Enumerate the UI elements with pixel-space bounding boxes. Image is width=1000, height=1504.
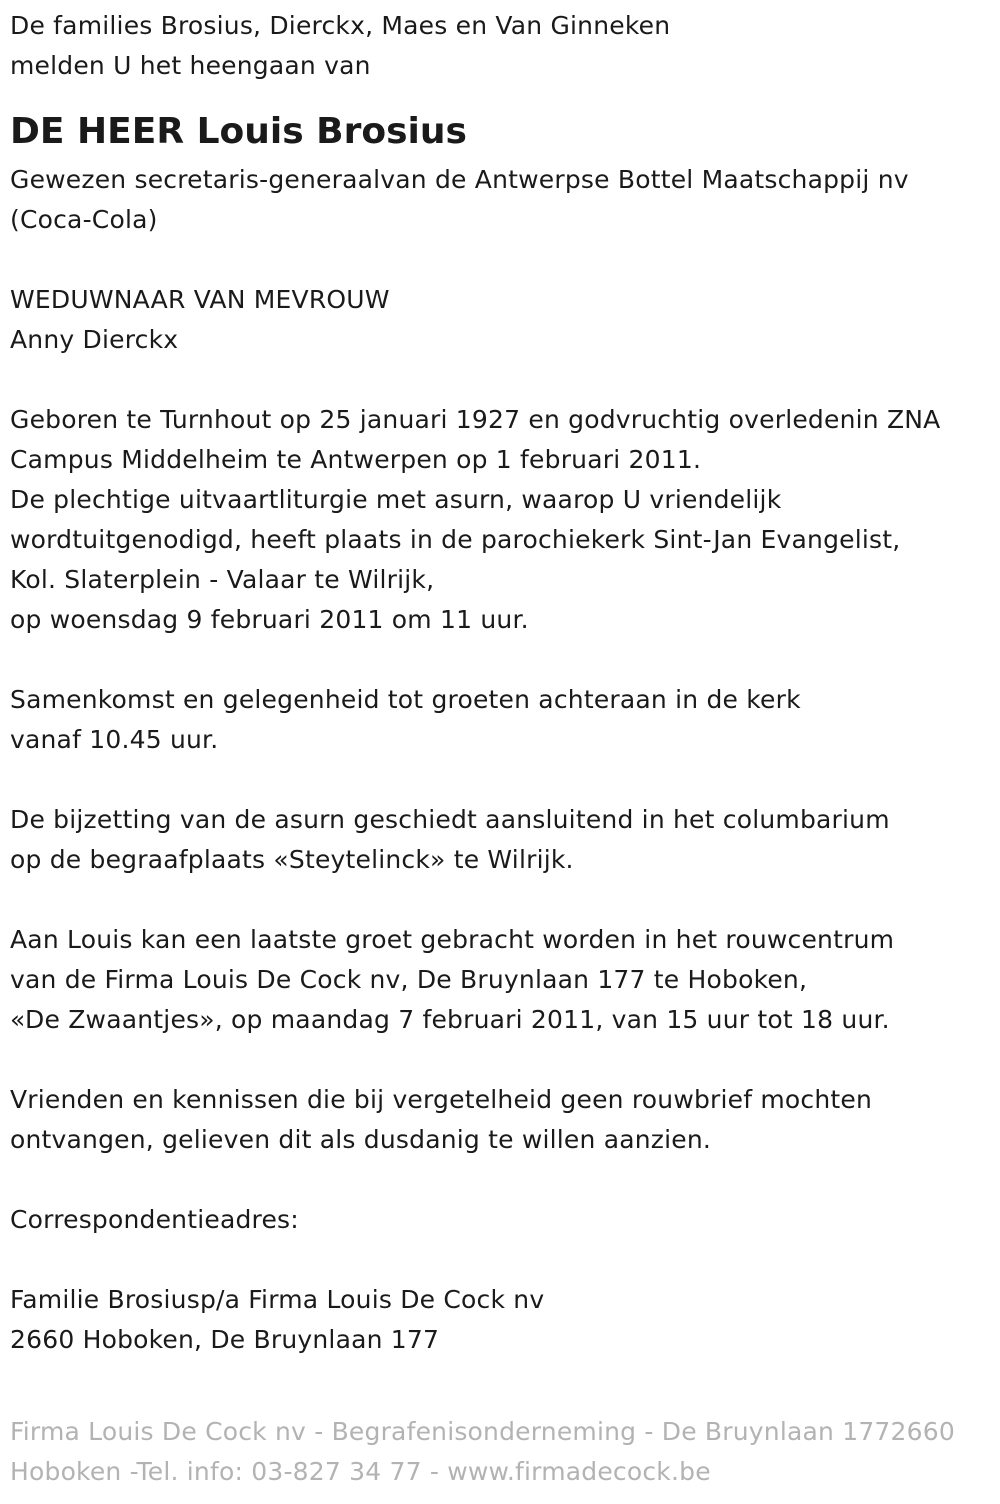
farewell-line: «De Zwaantjes», op maandag 7 februari 2011, van 15 uur tot 18 uur. <box>10 1005 890 1034</box>
deceased-section <box>10 106 990 240</box>
footer-line: Hoboken -Tel. info: 03-827 34 77 - www.firmadecock.be <box>10 1457 711 1486</box>
spouse-name: Anny Dierckx <box>10 325 179 354</box>
birth-death-section <box>10 400 990 480</box>
spacer <box>10 1240 990 1280</box>
spacer <box>10 240 990 280</box>
correspondence-address: Familie Brosiusp/a Firma Louis De Cock nv <box>10 1285 545 1314</box>
gathering-section <box>10 680 990 760</box>
correspondence-label: Correspondentieadres: <box>10 1205 299 1234</box>
spacer <box>10 1040 990 1080</box>
deceased-title: DE HEER Louis Brosius <box>10 111 467 152</box>
funeral-line: De plechtige uitvaartliturgie met asurn, waarop U vriendelijk <box>10 485 782 514</box>
interment-section <box>10 800 990 880</box>
spacer <box>10 1160 990 1200</box>
correspondence-address: 2660 Hoboken, De Bruynlaan 177 <box>10 1325 440 1354</box>
spouse-label: WEDUWNAAR VAN MEVROUW <box>10 285 390 314</box>
spacer <box>10 760 990 800</box>
funeral-line: Kol. Slaterplein - Valaar te Wilrijk, <box>10 565 435 594</box>
funeral-line: wordtuitgenodigd, heeft plaats in de parochiekerk Sint-Jan Evangelist, <box>10 525 901 554</box>
birth-death-line: Campus Middelheim te Antwerpen op 1 februari 2011. <box>10 445 702 474</box>
deceased-function: (Coca-Cola) <box>10 205 158 234</box>
gathering-line: Samenkomst en gelegenheid tot groeten achteraan in de kerk <box>10 685 801 714</box>
intro-line: De families Brosius, Dierckx, Maes en Van Ginneken <box>10 11 671 40</box>
gathering-line: vanaf 10.45 uur. <box>10 725 219 754</box>
notice-line: Vrienden en kennissen die bij vergetelheid geen rouwbrief mochten <box>10 1085 873 1114</box>
interment-line: op de begraafplaats «Steytelinck» te Wilrijk. <box>10 845 574 874</box>
funeral-home-footer <box>10 1412 955 1492</box>
notice-section <box>10 1080 990 1160</box>
farewell-section <box>10 920 990 1040</box>
farewell-line: van de Firma Louis De Cock nv, De Bruynlaan 177 te Hoboken, <box>10 965 808 994</box>
deceased-function: Gewezen secretaris-generaalvan de Antwerpse Bottel Maatschappij nv <box>10 165 909 194</box>
footer-line: Firma Louis De Cock nv - Begrafenisonderneming - De Bruynlaan 1772660 <box>10 1417 955 1446</box>
spouse-section <box>10 280 990 360</box>
correspondence-section <box>10 1200 990 1360</box>
farewell-line: Aan Louis kan een laatste groet gebracht worden in het rouwcentrum <box>10 925 895 954</box>
intro-section <box>10 6 990 86</box>
funeral-line: op woensdag 9 februari 2011 om 11 uur. <box>10 605 529 634</box>
birth-death-line: Geboren te Turnhout op 25 januari 1927 en godvruchtig overledenin ZNA <box>10 405 941 434</box>
funeral-section <box>10 480 990 640</box>
spacer <box>10 880 990 920</box>
spacer <box>10 360 990 400</box>
spacer <box>10 640 990 680</box>
intro-line: melden U het heengaan van <box>10 51 371 80</box>
interment-line: De bijzetting van de asurn geschiedt aansluitend in het columbarium <box>10 805 890 834</box>
notice-line: ontvangen, gelieven dit als dusdanig te willen aanzien. <box>10 1125 712 1154</box>
